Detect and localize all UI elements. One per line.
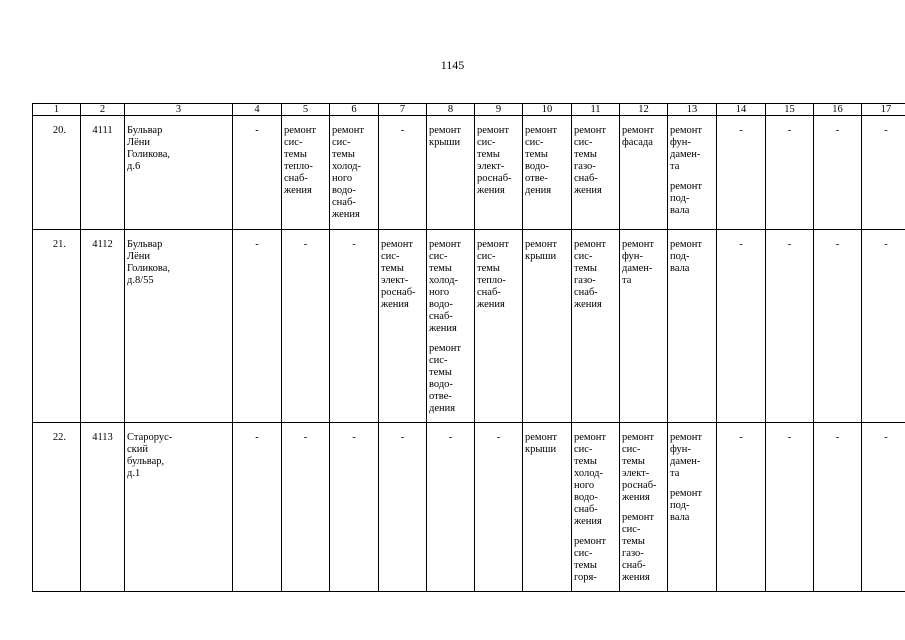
empty-dash-cell: - [814,230,862,423]
column-header: 11 [572,104,620,116]
column-header: 9 [475,104,523,116]
work-item [381,239,424,311]
text-line: роснаб- [622,480,657,491]
text-line: ремонт [525,432,558,443]
text-line: темы [574,149,597,160]
text-line: отве- [429,391,452,402]
text-line: жения [574,299,602,310]
text-line: ремонт [574,536,607,547]
row-number: 22. [33,423,81,592]
address-cell [125,423,233,592]
text-line: ский [127,444,148,455]
text-line: сис- [477,137,496,148]
column-header: 5 [282,104,330,116]
text-line: дения [525,185,552,196]
work-item [525,125,569,197]
text-line: дения [429,403,456,414]
text-line: фасада [622,137,653,148]
text-line: темы [574,560,597,571]
text-line: фун- [622,251,643,262]
work-item [574,125,617,197]
text-line: Лёни [127,137,151,148]
text-line: роснаб- [381,287,416,298]
text-line: ремонт [429,239,462,250]
text-line: ремонт [574,432,607,443]
work-cell [330,116,379,230]
column-header: 6 [330,104,379,116]
text-line: ремонт [622,432,655,443]
work-cell [379,230,427,423]
text-line: элект- [477,161,505,172]
object-id: 4112 [81,230,125,423]
text-line: крыши [429,137,461,148]
text-line: Старорус- [127,432,173,443]
text-line: роснаб- [477,173,512,184]
text-line: холод- [429,275,458,286]
text-line: сис- [429,251,448,262]
work-item [622,432,665,504]
work-cell [282,116,330,230]
text-line: вала [670,263,690,274]
table-row [33,116,905,230]
empty-dash-cell: - [862,230,905,423]
text-line: жения [429,323,457,334]
table-row [33,423,905,592]
empty-dash-cell: - [379,116,427,230]
text-line: темы [332,149,355,160]
text-line: водо- [525,161,549,172]
text-line: та [670,161,680,172]
text-line: сис- [284,137,303,148]
work-item [429,125,472,149]
empty-dash-cell: - [766,423,814,592]
empty-dash-cell: - [379,423,427,592]
text-line: снаб- [574,504,598,515]
work-item [670,432,714,480]
text-line: фун- [670,137,691,148]
work-cell [523,230,572,423]
text-line: под- [670,193,690,204]
text-line: ремонт [477,125,510,136]
text-line: сис- [622,524,641,535]
work-cell [668,423,717,592]
work-item [622,125,665,149]
column-header: 13 [668,104,717,116]
column-header: 10 [523,104,572,116]
text-line: д.8/55 [127,275,154,286]
empty-dash-cell: - [282,423,330,592]
empty-dash-cell: - [766,116,814,230]
text-line: ремонт [622,125,655,136]
text-line: снаб- [574,173,598,184]
row-number: 20. [33,116,81,230]
work-cell [523,116,572,230]
text-line: водо- [429,379,453,390]
page-number: 1145 [440,58,465,72]
text-line: жения [574,516,602,527]
work-cell [427,116,475,230]
text-line: крыши [525,444,557,455]
column-header: 17 [862,104,905,116]
text-line: водо- [332,185,356,196]
column-header: 7 [379,104,427,116]
text-line: дамен- [670,456,701,467]
text-line: снаб- [284,173,308,184]
column-header: 12 [620,104,668,116]
empty-dash-cell: - [717,116,766,230]
work-item [670,125,714,173]
empty-dash-cell: - [862,423,905,592]
work-item [622,239,665,287]
text-line: дамен- [670,149,701,160]
text-line: ремонт [429,343,462,354]
text-line: Голикова, [127,263,171,274]
work-item [670,488,714,524]
column-header: 1 [33,104,81,116]
text-line: сис- [574,548,593,559]
column-header: 2 [81,104,125,116]
column-header: 4 [233,104,282,116]
column-header: 15 [766,104,814,116]
text-line: жения [622,572,650,583]
text-line: Бульвар [127,239,163,250]
text-line: жения [284,185,312,196]
text-line: газо- [574,161,596,172]
text-line: ремонт [670,488,703,499]
text-line: сис- [574,444,593,455]
text-line: темы [477,263,500,274]
text-line: снаб- [477,287,501,298]
text-line: ремонт [477,239,510,250]
text-line: снаб- [332,197,356,208]
text-line: темы [284,149,307,160]
work-item [477,125,520,197]
empty-dash-cell: - [330,423,379,592]
text-line: темы [574,263,597,274]
work-item [332,125,376,221]
empty-dash-cell: - [862,116,905,230]
text-line: сис- [332,137,351,148]
empty-dash-cell: - [814,116,862,230]
work-item [574,536,617,584]
work-cell [668,116,717,230]
header-row [33,104,905,116]
work-cell [572,423,620,592]
row-number: 21. [33,230,81,423]
text-line: ремонт [622,512,655,523]
text-line: ремонт [525,125,558,136]
work-cell [572,116,620,230]
text-line: сис- [525,137,544,148]
text-line: темы [429,263,452,274]
text-line: элект- [622,468,650,479]
empty-dash-cell: - [475,423,523,592]
object-id: 4111 [81,116,125,230]
text-line: под- [670,251,690,262]
text-line: крыши [525,251,557,262]
text-line: Голикова, [127,149,171,160]
work-item [429,239,472,335]
text-line: ремонт [574,239,607,250]
text-line: ремонт [381,239,414,250]
text-line: темы [622,456,645,467]
work-cell [572,230,620,423]
text-line: элект- [381,275,409,286]
text-line: ремонт [670,125,703,136]
work-item [525,239,569,263]
text-line: сис- [574,137,593,148]
work-item [622,512,665,584]
text-line: ремонт [574,125,607,136]
work-cell [475,230,523,423]
work-item [429,343,472,415]
text-line: ремонт [332,125,365,136]
empty-dash-cell: - [427,423,475,592]
text-line: темы [429,367,452,378]
text-line: темы [622,536,645,547]
text-line: сис- [429,355,448,366]
empty-dash-cell: - [330,230,379,423]
empty-dash-cell: - [814,423,862,592]
work-cell [620,116,668,230]
work-item [670,181,714,217]
text-line: ремонт [429,125,462,136]
text-line: фун- [670,444,691,455]
text-line: дамен- [622,263,653,274]
work-cell [427,230,475,423]
text-line: тепло- [284,161,313,172]
text-line: та [670,468,680,479]
work-cell [475,116,523,230]
text-line: бульвар, [127,456,165,467]
text-line: отве- [525,173,548,184]
text-line: ремонт [670,239,703,250]
text-line: снаб- [429,311,453,322]
text-line: та [622,275,632,286]
text-line: ного [429,287,450,298]
text-line: д.1 [127,468,141,479]
text-line: газо- [574,275,596,286]
empty-dash-cell: - [282,230,330,423]
text-line: жения [477,299,505,310]
text-line: д.6 [127,161,141,172]
text-line: сис- [622,444,641,455]
text-line: жения [477,185,505,196]
column-header: 8 [427,104,475,116]
address-cell [125,116,233,230]
text-line: сис- [477,251,496,262]
text-line: темы [525,149,548,160]
address-cell [125,230,233,423]
text-line: газо- [622,548,644,559]
table-row [33,230,905,423]
text-line: ремонт [670,432,703,443]
empty-dash-cell: - [233,116,282,230]
text-line: жения [574,185,602,196]
work-item [525,432,569,456]
text-line: снаб- [622,560,646,571]
work-item [284,125,327,197]
text-line: холод- [332,161,361,172]
text-line: холод- [574,468,603,479]
text-line: ремонт [670,181,703,192]
column-header: 3 [125,104,233,116]
column-header: 16 [814,104,862,116]
text-line: сис- [574,251,593,262]
text-line: сис- [381,251,400,262]
text-line: ремонт [525,239,558,250]
text-line: ремонт [284,125,317,136]
object-id: 4113 [81,423,125,592]
empty-dash-cell: - [766,230,814,423]
text-line: горя- [574,572,597,583]
empty-dash-cell: - [233,423,282,592]
repair-schedule-table [32,103,905,592]
text-line: вала [670,512,690,523]
empty-dash-cell: - [717,423,766,592]
work-cell [620,423,668,592]
empty-dash-cell: - [233,230,282,423]
text-line: темы [477,149,500,160]
text-line: жения [332,209,360,220]
text-line: темы [381,263,404,274]
text-line: ного [332,173,353,184]
work-cell [523,423,572,592]
text-line: снаб- [574,287,598,298]
text-line: под- [670,500,690,511]
text-line: жения [381,299,409,310]
work-item [477,239,520,311]
work-cell [668,230,717,423]
work-item [670,239,714,275]
text-line: Бульвар [127,125,163,136]
text-line: водо- [574,492,598,503]
column-header: 14 [717,104,766,116]
work-cell [620,230,668,423]
text-line: ного [574,480,595,491]
text-line: темы [574,456,597,467]
empty-dash-cell: - [717,230,766,423]
work-item [574,432,617,528]
text-line: тепло- [477,275,506,286]
text-line: ремонт [622,239,655,250]
text-line: жения [622,492,650,503]
text-line: вала [670,205,690,216]
work-item [574,239,617,311]
text-line: Лёни [127,251,151,262]
text-line: водо- [429,299,453,310]
